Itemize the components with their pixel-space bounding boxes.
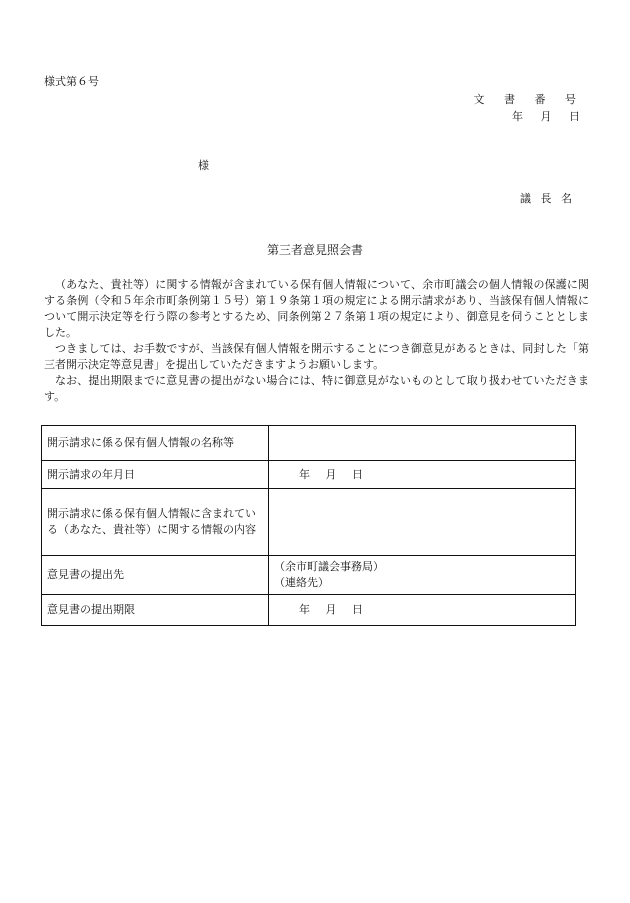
- body-text: [44, 277, 589, 405]
- row-label-request-date: 開示請求の年月日: [42, 461, 269, 489]
- table-row: [42, 556, 576, 595]
- body-paragraph-2: つきましては、お手数ですが、当該保有個人情報を開示することにつき御意見があるときは、同封した「第三者開示決定等意見書」を提出していただきますようお願いします。: [44, 342, 589, 371]
- row-value-submission-destination[interactable]: [269, 556, 576, 595]
- form-number: 様式第６号: [44, 75, 99, 88]
- body-paragraph-1: （あなた、貴社等）に関する情報が含まれている保有個人情報について、余市町議会の個人情報の保護に関する条例（令和５年余市町条例第１５号）第１９条第１項の規定による開示請求があり、当該保有個人情報について開示決定等を行う際の参考とするため、同条例第２７条第１項の規定により、御意見を伺うこととしました。: [44, 278, 589, 339]
- row-label-submission-destination: 意見書の提出先: [42, 556, 269, 595]
- row-value-info-content[interactable]: [269, 489, 576, 556]
- table-row: [42, 426, 576, 461]
- row-value-submission-deadline[interactable]: 年 月 日: [269, 595, 576, 626]
- information-table: [41, 425, 576, 626]
- body-paragraph-3: なお、提出期限までに意見書の提出がない場合には、特に御意見がないものとして取り扱わせていただきます。: [44, 374, 589, 403]
- table-row: [42, 595, 576, 626]
- table-row: [42, 461, 576, 489]
- row-value-info-name[interactable]: [269, 426, 576, 461]
- submission-contact: （連絡先）: [274, 576, 329, 589]
- document-date-label: 年 月 日: [512, 110, 584, 123]
- submission-office: （余市町議会事務局）: [274, 560, 384, 573]
- sender-name-label: 議 長 名: [520, 192, 575, 205]
- document-number-label: 文 書 番 号: [473, 93, 584, 106]
- row-label-info-content: 開示請求に係る保有個人情報に含まれている（あなた、貴社等）に関する情報の内容: [42, 489, 269, 556]
- document-title: 第三者意見照会書: [266, 243, 363, 257]
- row-label-info-name: 開示請求に係る保有個人情報の名称等: [42, 426, 269, 461]
- row-value-request-date[interactable]: 年 月 日: [269, 461, 576, 489]
- table-row: [42, 489, 576, 556]
- recipient-honorific: 様: [198, 159, 209, 172]
- row-label-submission-deadline: 意見書の提出期限: [42, 595, 269, 626]
